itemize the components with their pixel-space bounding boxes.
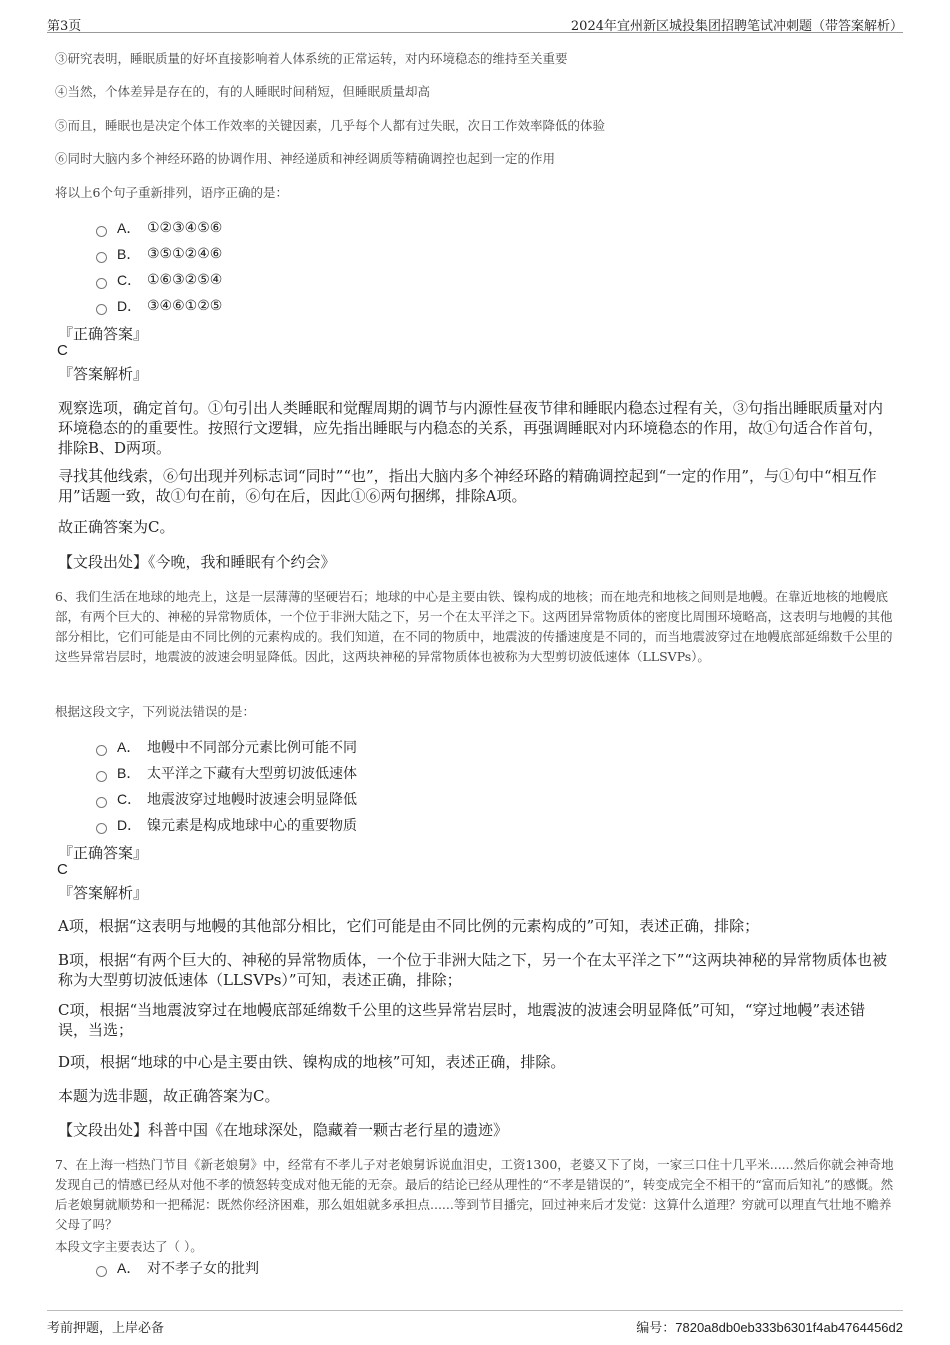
sentence-5: ⑤而且，睡眠也是决定个体工作效率的关键因素，几乎每个人都有过失眠，次日工作效率降低的体验 <box>55 118 606 133</box>
answer-heading: 『正确答案』 <box>58 325 149 343</box>
sentence-4: ④当然，个体差异是存在的，有的人睡眠时间稍短，但睡眠质量却高 <box>55 84 431 99</box>
analysis-paragraph: B项，根据“有两个巨大的、神秘的异常物质体，一个位于非洲大陆之下，另一个在太平洋之下”“这两块神秘的异常物质体也被称为大型剪切波低速体（LLSVPs）”可知，表述正确，排除； <box>58 951 888 989</box>
analysis-conclusion: 本题为选非题，故正确答案为C。 <box>58 1087 280 1105</box>
question-prompt: 将以上6个句子重新排列，语序正确的是： <box>55 185 288 200</box>
analysis-paragraph: 寻找其他线索，⑥句出现并列标志词“同时”“也”，指出大脑内多个神经环路的精确调控起到“一定的作用”，与①句中“相互作用”话题一致，故①句在前，⑥句在后，因此①⑥两句捆绑，排除A项。 <box>58 467 877 505</box>
analysis-heading: 『答案解析』 <box>58 884 149 902</box>
sentence-6: ⑥同时大脑内多个神经环路的协调作用、神经递质和神经调质等精确调控也起到一定的作用 <box>55 151 556 166</box>
analysis-paragraph: D项，根据“地球的中心是主要由铁、镍构成的地核”可知，表述正确，排除。 <box>58 1053 566 1071</box>
question-6-passage: 6、我们生活在地球的地壳上，这是一层薄薄的坚硬岩石；地球的中心是主要由铁、镍构成的地核；而在地壳和地核之间则是地幔。在靠近地核的地幔底部，有两个巨大的、神秘的异常物质体，一个位于非洲大陆之下，另一个在太平洋之下。这两团异常物质体的密度比周围环境略高，这表明与地幔的其他部分相比，它们可能是由不同比例的元素构成的。我们知道，在不同的物质中，地震波的传播速度是不同的，而当地震波穿过在地幔底部延绵数千公里的这些异常岩层时，地震波的波速会明显降低。因此，这两块神秘的异常物质体也被称为大型剪切波低速体（LLSVPs）。 <box>55 589 893 664</box>
option-a[interactable]: A． 对不孝子女的批判 <box>96 1258 259 1278</box>
question-prompt: 本段文字主要表达了（ ）。 <box>55 1239 203 1254</box>
page-footer <box>47 1310 903 1335</box>
radio-icon[interactable] <box>96 226 107 237</box>
answer-value: C <box>57 342 68 359</box>
question-prompt: 根据这段文字，下列说法错误的是： <box>55 704 256 719</box>
option-c[interactable]: C． ①⑥③②⑤④ <box>96 270 222 290</box>
option-a[interactable]: A． ①②③④⑤⑥ <box>96 218 222 238</box>
radio-icon[interactable] <box>96 278 107 289</box>
radio-icon[interactable] <box>96 1266 107 1277</box>
document-id: 编号：7820a8db0eb333b6301f4ab4764456d2 <box>636 1320 903 1335</box>
analysis-paragraph: C项，根据“当地震波穿过在地幔底部延绵数千公里的这些异常岩层时，地震波的波速会明显降低”可知，“穿过地幔”表述错误，当选； <box>58 1001 866 1039</box>
radio-icon[interactable] <box>96 304 107 315</box>
question-7-passage: 7、在上海一档热门节目《新老娘舅》中，经常有不孝儿子对老娘舅诉说血泪史，工资1300，老婆又下了岗，一家三口住十几平米......然后你就会神奇地发现自己的情感已经从对他不孝的愤怒转变成对他无能的无奈。最后的结论已经从理性的“不孝是错误的”，转变成完全不相干的“富而后知礼”的感慨。然后老娘舅就顺势和一把稀泥：既然你经济困难，那么姐姐就多承担点......等到节目播完，回过神来后才发觉：这算什么道理？穷就可以理直气壮地不赡养父母了吗？ <box>55 1157 894 1232</box>
source-citation: 【文段出处】《今晚，我和睡眠有个约会》 <box>58 553 336 571</box>
analysis-conclusion: 故正确答案为C。 <box>58 518 175 536</box>
analysis-paragraph: A项，根据“这表明与地幔的其他部分相比，它们可能是由不同比例的元素构成的”可知，表述正确，排除； <box>58 917 760 935</box>
page-number: 第3页 <box>47 19 82 34</box>
answer-heading: 『正确答案』 <box>58 844 149 862</box>
sentence-3: ③研究表明，睡眠质量的好坏直接影响着人体系统的正常运转，对内环境稳态的维持至关重要 <box>55 51 568 66</box>
source-citation: 【文段出处】科普中国《在地球深处，隐藏着一颗古老行星的遗迹》 <box>58 1121 509 1139</box>
answer-value: C <box>57 861 68 878</box>
option-c[interactable]: C． 地震波穿过地幔时波速会明显降低 <box>96 789 357 809</box>
option-b[interactable]: B． ③⑤①②④⑥ <box>96 244 222 264</box>
analysis-heading: 『答案解析』 <box>58 365 149 383</box>
radio-icon[interactable] <box>96 797 107 808</box>
footer-slogan: 考前押题，上岸必备 <box>47 1321 165 1336</box>
option-d[interactable]: D． ③④⑥①②⑤ <box>96 296 222 316</box>
radio-icon[interactable] <box>96 252 107 263</box>
analysis-paragraph: 观察选项，确定首句。①句引出人类睡眠和觉醒周期的调节与内源性昼夜节律和睡眠内稳态过程有关，③句指出睡眠质量对内环境稳态的的重要性。按照行文逻辑，应先指出睡眠与内稳态的关系，再强调睡眠对内环境稳态的作用，故①句适合作首句，排除B、D两项。 <box>58 399 884 457</box>
option-d[interactable]: D． 镍元素是构成地球中心的重要物质 <box>96 815 357 835</box>
document-title: 2024年宜州新区城投集团招聘笔试冲刺题（带答案解析） <box>570 19 903 34</box>
page-header <box>47 12 903 33</box>
radio-icon[interactable] <box>96 823 107 834</box>
option-b[interactable]: B． 太平洋之下藏有大型剪切波低速体 <box>96 763 357 783</box>
option-a[interactable]: A． 地幔中不同部分元素比例可能不同 <box>96 737 357 757</box>
radio-icon[interactable] <box>96 745 107 756</box>
radio-icon[interactable] <box>96 771 107 782</box>
